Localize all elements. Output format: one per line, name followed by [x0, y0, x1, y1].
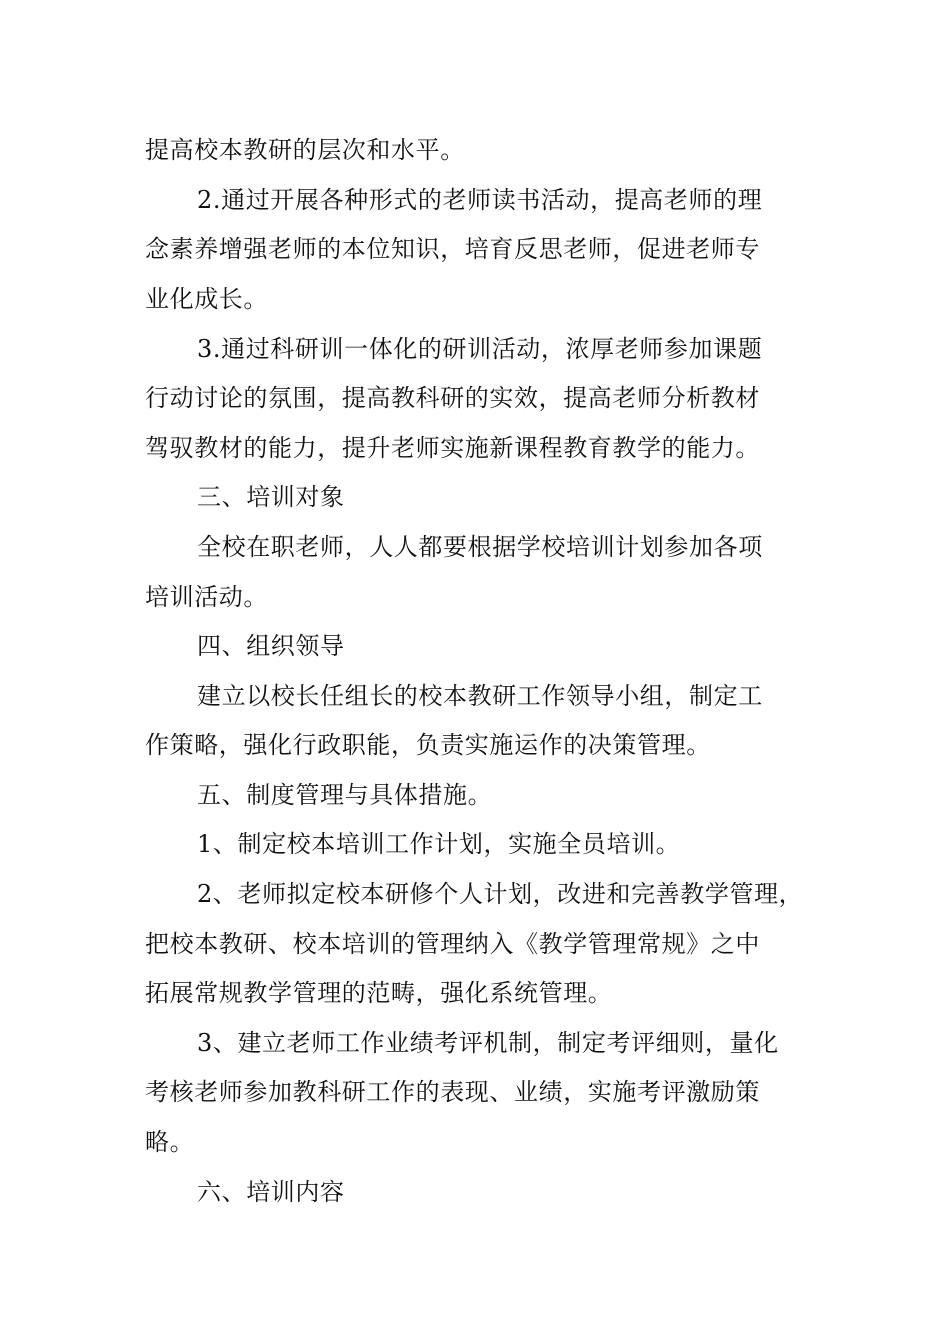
section-heading-3: 三、培训对象: [197, 483, 345, 511]
text-line-9: 全校在职老师，人人都要根据学校培训计划参加各项: [197, 533, 763, 561]
text-line-3: 念素养增强老师的本位知识，培育反思老师，促进老师专: [145, 235, 760, 263]
section-heading-5: 五、制度管理与具体措施。: [197, 781, 493, 809]
text-line-16: 2、老师拟定校本研修个人计划，改进和完善教学管理，: [197, 880, 804, 908]
text-line-1: 提高校本教研的层次和水平。: [145, 136, 465, 164]
text-line-12: 建立以校长任组长的校本教研工作领导小组，制定工: [197, 682, 763, 710]
text-line-4: 业化成长。: [145, 285, 268, 313]
text-line-17: 把校本教研、校本培训的管理纳入《教学管理常规》之中: [145, 930, 760, 958]
section-heading-4: 四、组织领导: [197, 632, 345, 660]
text-line-21: 略。: [145, 1128, 195, 1156]
text-line-18: 拓展常规教学管理的范畴，强化系统管理。: [145, 979, 613, 1007]
text-line-15: 1、制定校本培训工作计划，实施全员培训。: [197, 830, 681, 858]
text-line-20: 考核老师参加教科研工作的表现、业绩，实施考评激励策: [145, 1078, 760, 1106]
text-line-7: 驾驭教材的能力，提升老师实施新课程教育教学的能力。: [145, 434, 760, 462]
text-line-6: 行动讨论的氛围，提高教科研的实效，提高老师分析教材: [145, 384, 760, 412]
text-line-2: 2.通过开展各种形式的老师读书活动，提高老师的理: [197, 186, 763, 214]
text-line-19: 3、建立老师工作业绩考评机制，制定考评细则，量化: [197, 1029, 779, 1057]
text-line-5: 3.通过科研训一体化的研训活动，浓厚老师参加课题: [197, 335, 763, 363]
text-line-10: 培训活动。: [145, 583, 268, 611]
section-heading-6: 六、培训内容: [197, 1178, 345, 1206]
text-line-13: 作策略，强化行政职能，负责实施运作的决策管理。: [145, 731, 711, 759]
